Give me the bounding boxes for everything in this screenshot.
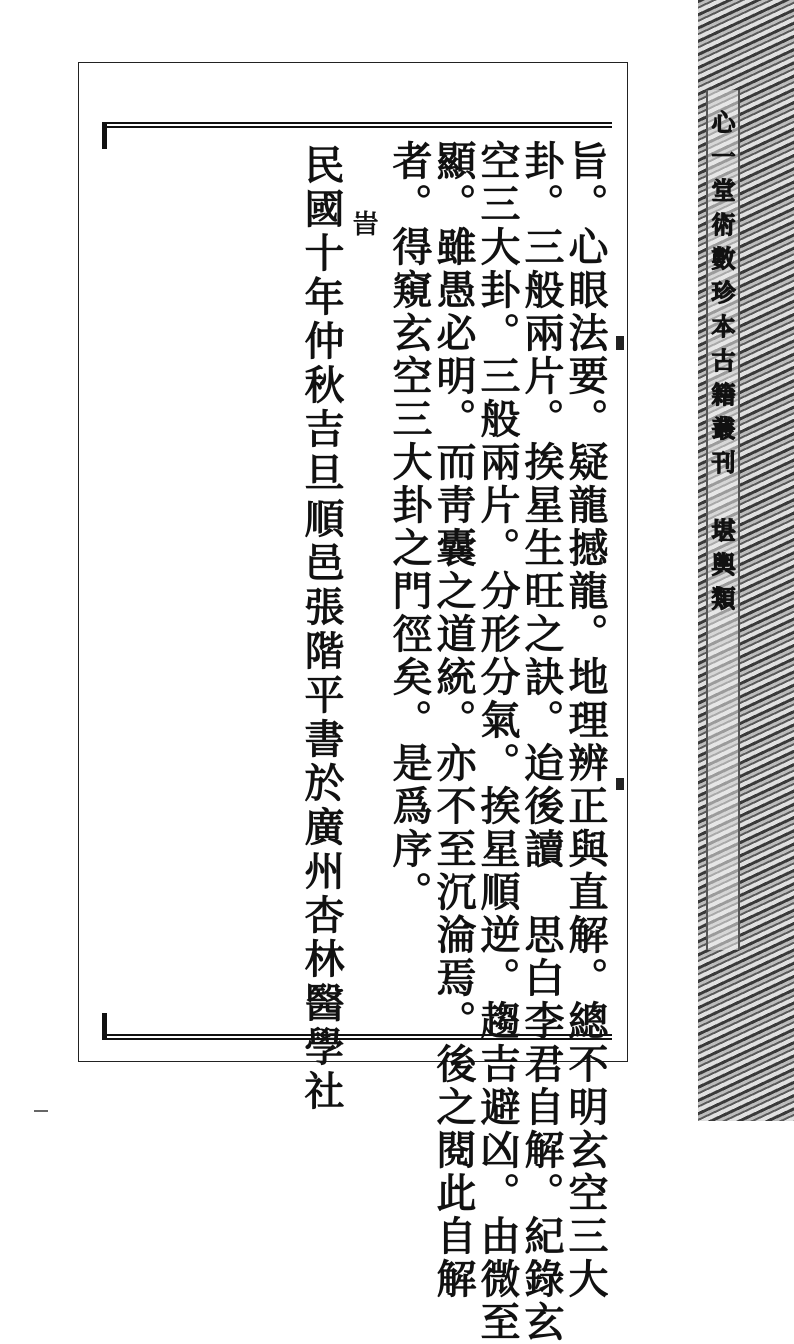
- corner-mark: [34, 1110, 48, 1112]
- block-edge-top: [102, 122, 107, 149]
- signature-line: 順邑張階平書於廣州杏林醫學社: [298, 498, 345, 1114]
- block-edge-bottom: [102, 1013, 107, 1040]
- era-marker: 旹: [348, 210, 378, 239]
- text-column-1: 旨。心眼法要。疑龍撼龍。地理辨正與直解。總不明玄空三大: [562, 140, 609, 1301]
- text-column-3: 空三大卦。三般兩片。分形分氣。挨星順逆。趨吉避凶。由微至: [474, 140, 521, 1344]
- fold-mark-bottom: [616, 778, 624, 790]
- series-title: 心一堂術數珍本古籍叢刊 堪輿類: [707, 110, 736, 620]
- date-line: 民國十年仲秋吉旦: [298, 144, 345, 496]
- text-column-4: 顯。雖愚必明。而靑囊之道統。亦不至沉淪焉。後之閱此自解: [430, 140, 477, 1301]
- text-column-5: 者。得窺玄空三大卦之門徑矣。是爲序。: [386, 140, 433, 914]
- fold-mark-top: [616, 336, 624, 350]
- text-column-2: 卦。三般兩片。挨星生旺之訣。迨後讀 思白李君自解。紀錄玄: [518, 140, 565, 1344]
- text-block: [102, 122, 612, 1344]
